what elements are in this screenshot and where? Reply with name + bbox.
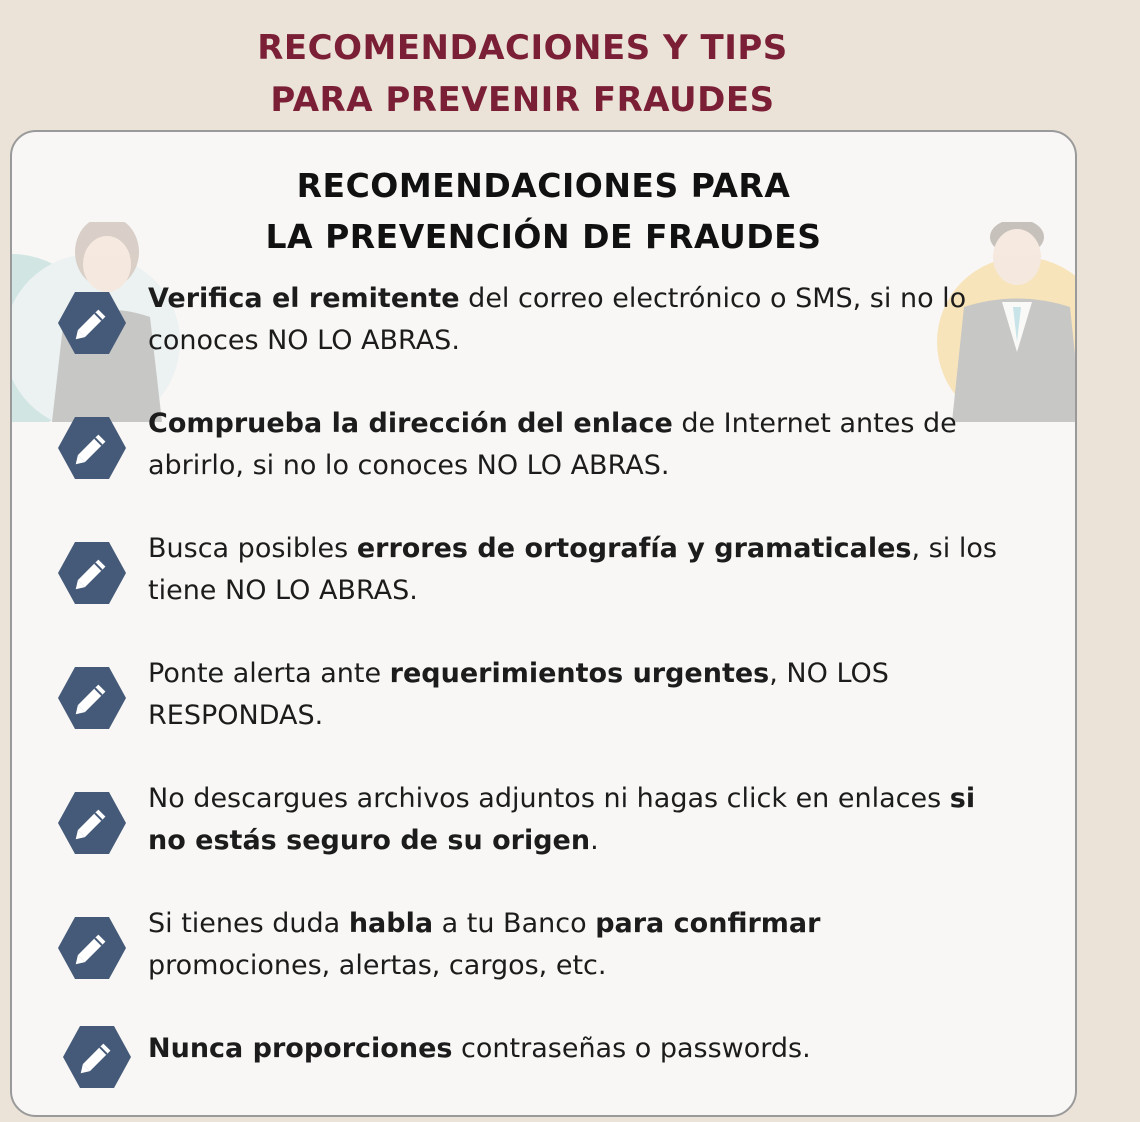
- pencil-icon: [57, 788, 127, 858]
- tip-text: [148, 528, 998, 612]
- pencil-icon: [57, 413, 127, 483]
- tip-text-bold: Verifica el remitente: [148, 283, 460, 314]
- tip-item: [12, 778, 1075, 878]
- tip-text: [148, 1028, 998, 1070]
- tip-text-regular: Si tienes duda: [148, 908, 349, 939]
- tip-text-regular: contraseñas o passwords.: [452, 1033, 811, 1064]
- tip-text-regular: No descargues archivos adjuntos ni hagas click en enlaces: [148, 783, 950, 814]
- tip-text: [148, 278, 998, 362]
- tip-item: [12, 403, 1075, 503]
- pencil-icon: [57, 538, 127, 608]
- main-title: [0, 22, 1045, 126]
- tip-text-bold: para confirmar: [595, 908, 821, 939]
- tip-item: [12, 1028, 1075, 1117]
- tip-text-regular: Busca posibles: [148, 533, 357, 564]
- tip-text-bold: Nunca proporciones: [148, 1033, 453, 1064]
- tip-text: [148, 653, 998, 737]
- tip-text: [148, 778, 998, 862]
- tips-card: [10, 130, 1077, 1117]
- card-subtitle-line1: RECOMENDACIONES PARA: [296, 166, 791, 205]
- tip-text-regular: , si los tiene NO LO ABRAS.: [148, 533, 997, 606]
- tip-text-regular: del correo electrónico o SMS, si no lo conoces NO LO ABRAS.: [148, 283, 967, 356]
- card-subtitle: [12, 160, 1075, 262]
- tip-item: [12, 278, 1075, 378]
- card-subtitle-line2: LA PREVENCIÓN DE FRAUDES: [265, 217, 822, 256]
- tip-text-regular: , NO LOS RESPONDAS.: [148, 658, 889, 731]
- tip-text: [148, 903, 998, 987]
- tip-text-regular: promociones, alertas, cargos, etc.: [148, 950, 607, 981]
- tip-item: [12, 528, 1075, 628]
- tip-text: [148, 403, 998, 487]
- tip-text-bold: errores de ortografía y gramaticales: [356, 533, 912, 564]
- pencil-icon: [57, 663, 127, 733]
- tip-text-regular: de Internet antes de abrirlo, si no lo conoces NO LO ABRAS.: [148, 408, 957, 481]
- main-title-line2: PARA PREVENIR FRAUDES: [270, 80, 775, 120]
- pencil-icon: [57, 288, 127, 358]
- tip-text-regular: .: [590, 825, 599, 856]
- tip-item: [12, 903, 1075, 1003]
- tip-text-regular: a tu Banco: [433, 908, 596, 939]
- tip-text-bold: Comprueba la dirección del enlace: [148, 408, 673, 439]
- tip-text-bold: requerimientos urgentes: [389, 658, 770, 689]
- tip-item: [12, 653, 1075, 753]
- main-title-line1: RECOMENDACIONES Y TIPS: [257, 28, 788, 68]
- tip-text-regular: Ponte alerta ante: [148, 658, 390, 689]
- tip-text-bold: si no estás seguro de su origen: [148, 783, 976, 856]
- tip-text-bold: habla: [348, 908, 434, 939]
- pencil-icon: [62, 1022, 132, 1092]
- pencil-icon: [57, 913, 127, 983]
